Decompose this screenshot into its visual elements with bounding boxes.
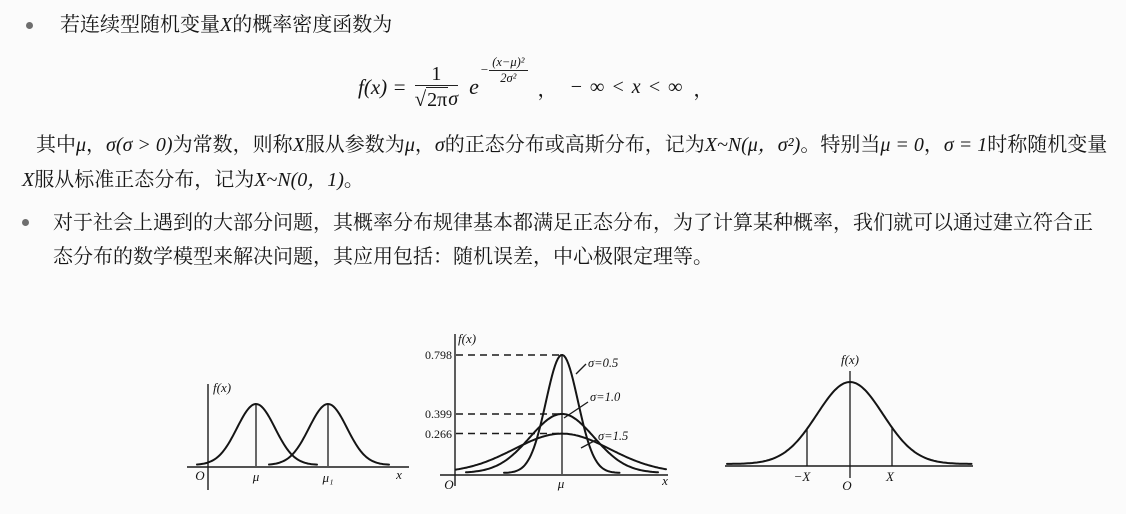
x-axis-label: x [662,473,668,488]
exponent-denominator: 2σ² [500,70,517,85]
legend-sigma-1.0: σ=1.0 [590,390,621,404]
exponent-sign: − [480,62,489,77]
bullet-item-definition [26,10,392,40]
x-tick-mu: μ [557,476,565,491]
exponent-numerator: (x−μ)² [489,55,527,71]
fraction-bar [415,85,459,86]
curve-mean-mu [197,404,317,465]
leader-sigma-0.5 [576,364,586,374]
origin-label: O [195,468,205,483]
x-axis-label: x [396,467,402,482]
exponent [481,55,528,86]
y-tick-0798: 0.798 [425,348,452,362]
fraction-denominator [415,87,459,112]
curve-symmetric-normal [727,382,972,464]
x-tick-mu1: μ₁ [322,470,334,485]
fraction-numerator: 1 [431,62,442,85]
exponential-base: e [469,74,479,99]
y-axis-label: f(x) [840,352,860,367]
chart-symmetric-normal [722,345,977,495]
chart-three-sigmas [420,328,680,503]
bullet-2-text: 对于社会上遇到的大部分问题，其概率分布规律基本都满足正态分布，为了计算某种概率，我们就可以通过建立符合正态分布的数学模型来解决问题，其应用包括：随机误差，中心极限定理等。 [53,212,1093,268]
formula-fraction [415,63,459,112]
chart-two-means [183,378,413,498]
curve-sigma-1.5 [456,434,666,470]
radical-sign: √ [414,86,427,111]
bullet-icon [26,22,33,29]
exponent-fraction [489,55,527,86]
bullet-icon [22,219,29,226]
origin-label: O [444,477,454,492]
origin-label: O [842,478,852,493]
formula-lhs: f(x) = [358,74,407,99]
curve-mean-mu1 [269,404,389,465]
formula-domain: − ∞ < x < ∞ [569,75,684,98]
y-axis-label: f(x) [213,380,232,395]
y-axis-label: f(x) [458,331,477,346]
leader-sigma-1.0 [564,402,588,418]
y-tick-0399: 0.399 [425,407,452,421]
sigma-symbol: σ [448,87,459,110]
x-tick-negx: −X [793,469,811,484]
pdf-formula [358,56,713,118]
radicand: 2π [427,88,448,111]
bullet-1-text: 若连续型随机变量X的概率密度函数为 [60,14,393,36]
legend-sigma-0.5: σ=0.5 [588,356,619,370]
formula-comma-1: ， [537,78,558,101]
x-tick-posx: X [886,469,894,484]
formula-comma-2: ， [693,78,714,101]
bullet-item-applications [22,206,1097,274]
x-tick-mu: μ [252,469,260,484]
normal-distribution-paragraph: 其中μ，σ(σ > 0)为常数，则称X服从参数为μ，σ的正态分布或高斯分布，记为X~N(μ，σ²)。特别当μ = 0，σ = 1时称随机变量X服从标准正态分布，记为X~N(0，1)。 [22,134,1108,191]
legend-sigma-1.5: σ=1.5 [598,429,629,443]
y-tick-0266: 0.266 [425,427,452,441]
